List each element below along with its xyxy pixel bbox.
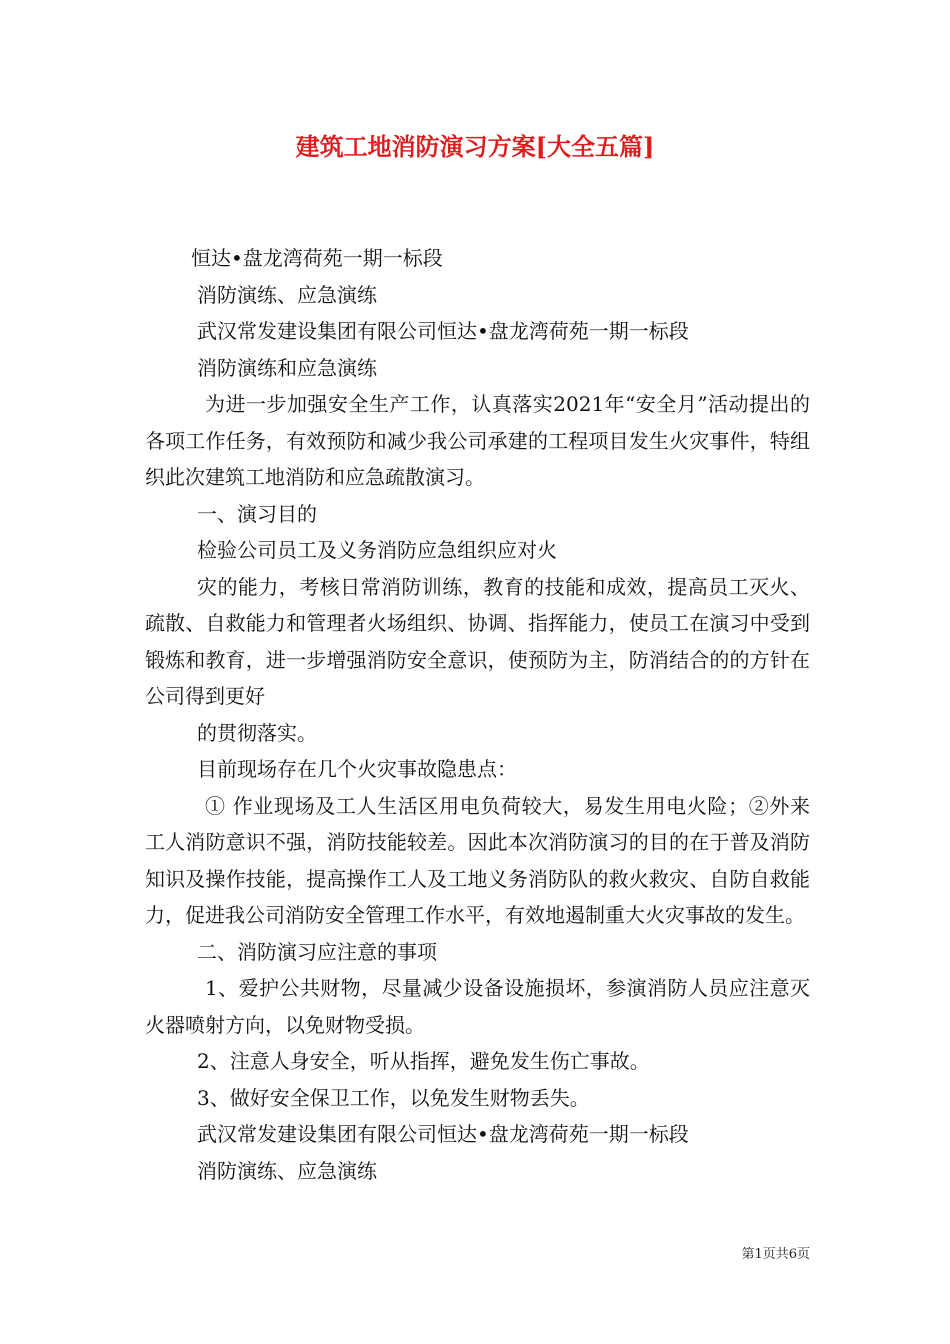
paragraph-drill-type: 消防演练、应急演练 bbox=[197, 282, 377, 307]
section-heading-precautions: 二、消防演习应注意的事项 bbox=[197, 939, 437, 964]
paragraph-purpose-end: 的贯彻落实。 bbox=[197, 720, 317, 745]
list-item-precaution-2: 2、注意人身安全，听从指挥，避免发生伤亡事故。 bbox=[197, 1049, 650, 1073]
paragraph-drill-subtitle: 消防演练和应急演练 bbox=[197, 355, 377, 380]
paragraph-company-project-repeat: 武汉常发建设集团有限公司恒达•盘龙湾荷苑一期一标段 bbox=[197, 1122, 689, 1146]
section-heading-purpose: 一、演习目的 bbox=[197, 501, 317, 526]
paragraph-introduction: 为进一步加强安全生产工作，认真落实2021年“安全月”活动提出的各项工作任务，有效预防和减少我公司承建的工程项目发生火灾事件，特组织此次建筑工地消防和应急疏散演习。 bbox=[145, 392, 810, 489]
document-title: 建筑工地消防演习方案[大全五篇] bbox=[295, 132, 655, 161]
paragraph-drill-type-repeat: 消防演练、应急演练 bbox=[197, 1158, 377, 1183]
document-body bbox=[145, 240, 810, 1189]
paragraph-project-name: 恒达•盘龙湾荷苑一期一标段 bbox=[191, 246, 443, 270]
paragraph-hazards-intro: 目前现场存在几个火灾事故隐患点： bbox=[197, 757, 517, 781]
paragraph-purpose-detail: 灾的能力，考核日常消防训练，教育的技能和成效，提高员工灭火、疏散、自救能力和管理者火场组织、协调、指挥能力，使员工在演习中受到锻炼和教育，进一步增强消防安全意识，使预防为主，防消结合的的方针在公司得到更好 bbox=[145, 574, 810, 708]
list-item-precaution-3: 3、做好安全保卫工作，以免发生财物丢失。 bbox=[197, 1085, 590, 1110]
paragraph-hazards-list: ① 作业现场及工人生活区用电负荷较大，易发生用电火险；②外来工人消防意识不强，消防技能较差。因此本次消防演习的目的在于普及消防知识及操作技能，提高操作工人及工地义务消防队的救火救灾、自防自救能力，促进我公司消防安全管理工作水平，有效地遏制重大火灾事故的发生。 bbox=[145, 793, 810, 927]
list-item-precaution-1: 1、爱护公共财物，尽量减少设备设施损坏，参演消防人员应注意灭火器喷射方向，以免财物受损。 bbox=[145, 976, 810, 1037]
page-number-footer: 第1页共6页 bbox=[741, 1247, 810, 1262]
paragraph-company-project: 武汉常发建设集团有限公司恒达•盘龙湾荷苑一期一标段 bbox=[197, 319, 689, 343]
paragraph-purpose-lead: 检验公司员工及义务消防应急组织应对火 bbox=[197, 538, 557, 562]
